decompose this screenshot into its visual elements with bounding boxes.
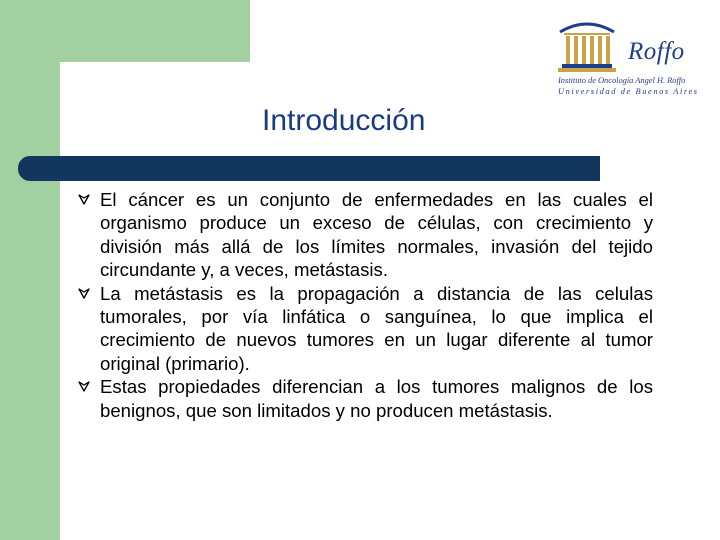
logo-institute-line: Instituto de Oncología Angel H. Roffo (558, 76, 686, 85)
logo-wordmark: Roffo (628, 38, 685, 65)
checkmark-diamond-icon (78, 287, 90, 299)
green-top-band (0, 0, 250, 62)
bullet-text: El cáncer es un conjunto de enfermedades en las cuales el organismo produce un exceso de células, con crecimiento y división más allá de los límites normales, invasión del tejido circundante y, a veces, metástasis. (100, 189, 653, 281)
building-columns-icon (552, 10, 622, 80)
bullet-item (78, 188, 653, 282)
slide-title: Introducción (262, 104, 426, 137)
roffo-logo (552, 10, 702, 100)
bullet-list (78, 188, 653, 422)
checkmark-diamond-icon (78, 193, 90, 205)
checkmark-diamond-icon (78, 380, 90, 392)
bullet-item (78, 375, 653, 422)
bullet-text: Estas propiedades diferencian a los tumores malignos de los benignos, que son limitados y no producen metástasis. (100, 376, 653, 421)
title-underline-bar (18, 156, 600, 181)
green-side-band (0, 0, 60, 540)
logo-university-line: Universidad de Buenos Aires (558, 87, 699, 96)
bullet-text: La metástasis es la propagación a distancia de las celulas tumorales, por vía linfática o sanguínea, lo que implica el crecimiento de nuevos tumores en un lugar diferente al tumor original (primario). (100, 282, 653, 374)
bullet-item (78, 282, 653, 376)
